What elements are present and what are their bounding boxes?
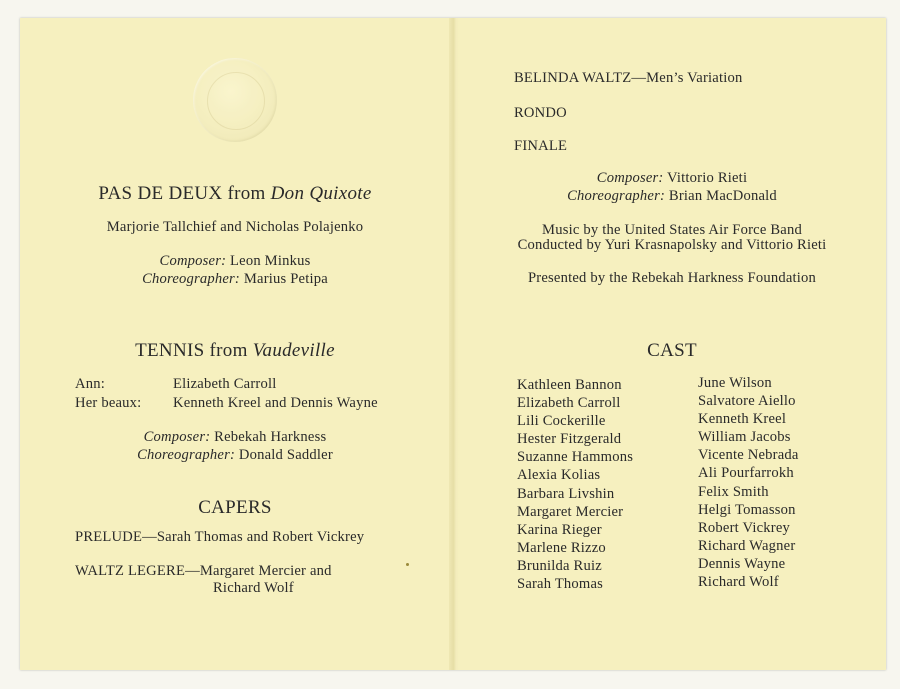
cast-member: Vicente Nebrada xyxy=(698,447,799,464)
cast-member: William Jacobs xyxy=(698,429,791,446)
music-credit-line2: Conducted by Yuri Krasnapolsky and Vittorio Rieti xyxy=(517,237,827,253)
cast-member: Brunilda Ruiz xyxy=(517,557,602,574)
ink-speck xyxy=(406,563,409,566)
embossed-seal-icon xyxy=(193,58,277,142)
presented-by: Presented by the Rebekah Harkness Foundation xyxy=(527,270,817,286)
finale-composer: Composer: Vittorio Rieti xyxy=(596,170,748,186)
capers-title: CAPERS xyxy=(198,497,272,518)
cast-member: Kenneth Kreel xyxy=(698,411,787,428)
tennis-title: TENNIS from Vaudeville xyxy=(135,340,335,361)
pas-de-deux-title: PAS DE DEUX from Don Quixote xyxy=(98,183,372,204)
cast-column-1 xyxy=(517,376,633,593)
capers-waltz-line2: Richard Wolf xyxy=(213,580,294,596)
cast-member: Elizabeth Carroll xyxy=(517,395,621,412)
cast-member: Helgi Tomasson xyxy=(698,501,796,518)
left-page xyxy=(20,18,450,670)
cast-member: Margaret Mercier xyxy=(517,503,624,520)
cast-member: Sarah Thomas xyxy=(517,576,604,593)
tennis-composer: Composer: Rebekah Harkness xyxy=(143,429,327,445)
capers-waltz-line1: WALTZ LEGERE—Margaret Mercier and xyxy=(75,563,332,579)
tennis-role-dancer: Elizabeth Carroll xyxy=(173,376,277,392)
cast-column-2 xyxy=(698,374,799,591)
finale: FINALE xyxy=(514,138,568,154)
cast-member: Lili Cockerille xyxy=(517,413,606,430)
cast-member: Barbara Livshin xyxy=(517,485,615,502)
right-page xyxy=(458,18,886,670)
tennis-choreographer: Choreographer: Donald Saddler xyxy=(137,447,333,463)
cast-member: Suzanne Hammons xyxy=(517,449,634,466)
pas-de-deux-composer: Composer: Leon Minkus xyxy=(159,253,311,269)
cast-member: Richard Wolf xyxy=(698,574,779,591)
cast-member: Marlene Rizzo xyxy=(517,539,606,556)
cast-title: CAST xyxy=(647,340,697,361)
finale-choreographer: Choreographer: Brian MacDonald xyxy=(567,188,777,204)
cast-member: Kathleen Bannon xyxy=(517,377,622,393)
cast-member: June Wilson xyxy=(698,375,772,391)
cast-member: Felix Smith xyxy=(698,483,769,500)
cast-member: Karina Rieger xyxy=(517,521,602,538)
belinda-waltz: BELINDA WALTZ—Men’s Variation xyxy=(514,70,743,86)
capers-prelude: PRELUDE—Sarah Thomas and Robert Vickrey xyxy=(75,529,365,545)
cast-member: Hester Fitzgerald xyxy=(517,431,622,448)
pas-de-deux-dancers: Marjorie Tallchief and Nicholas Polajenko xyxy=(106,219,364,235)
tennis-role-dancer: Kenneth Kreel and Dennis Wayne xyxy=(173,395,378,411)
cast-member: Alexia Kolias xyxy=(517,467,601,484)
cast-member: Ali Pourfarrokh xyxy=(698,465,794,482)
tennis-role-label: Her beaux: xyxy=(75,395,142,411)
tennis-role-label: Ann: xyxy=(75,376,105,392)
cast-member: Salvatore Aiello xyxy=(698,393,796,410)
cast-member: Robert Vickrey xyxy=(698,519,791,536)
rondo: RONDO xyxy=(514,105,567,121)
pas-de-deux-choreographer: Choreographer: Marius Petipa xyxy=(142,271,328,287)
cast-member: Dennis Wayne xyxy=(698,555,786,572)
music-credit-line1: Music by the United States Air Force Band xyxy=(542,222,802,238)
cast-member: Richard Wagner xyxy=(698,537,796,554)
